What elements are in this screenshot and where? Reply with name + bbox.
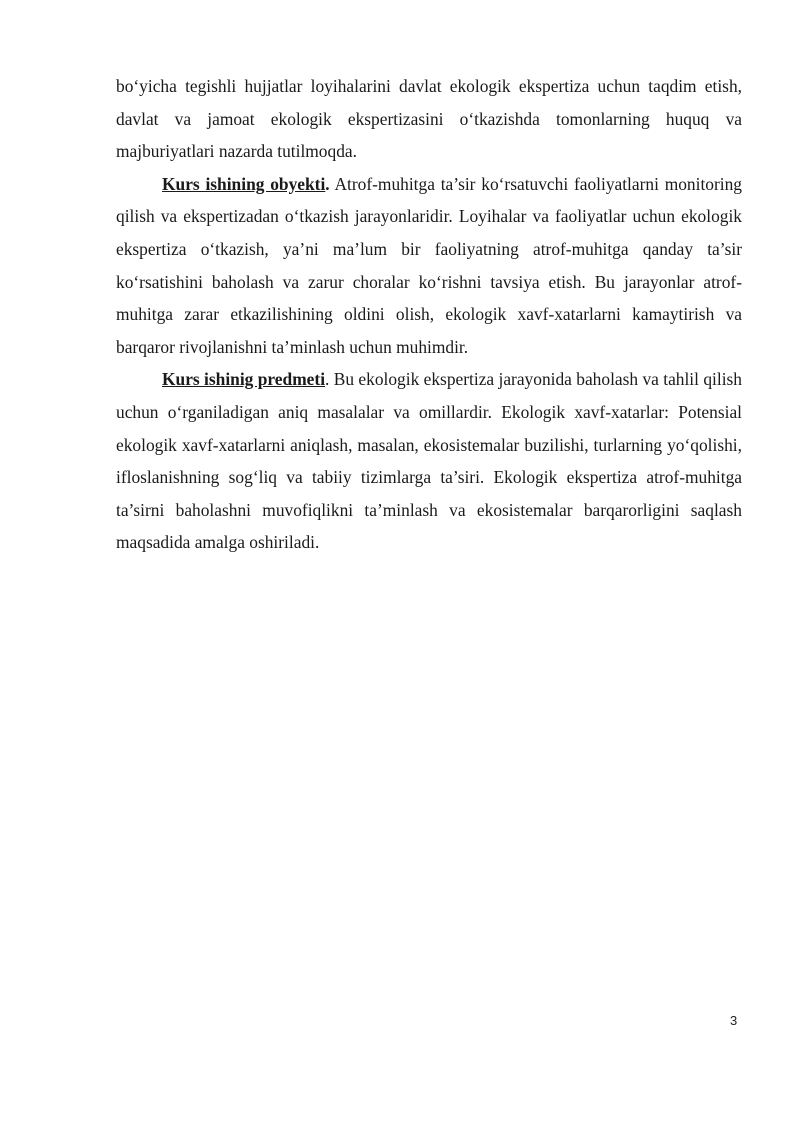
paragraph-intro: [116, 70, 742, 168]
paragraph-subject: [116, 363, 742, 559]
paragraph-object-text: Atrof-muhitga ta’sir ko‘rsatuvchi faoliyatlarni monitoring qilish va ekspertizadan o‘tkazish jarayonlaridir. Loyihalar va faoliyatlar uchun ekologik ekspertiza o‘tkazish, ya’ni ma’lum bir faoliyatning atrof-muhitga qanday ta’sir ko‘rsatishini baholash va zarur choralar ko‘rishni tavsiya etish. Bu jarayonlar atrof-muhitga zarar etkazilishining oldini olish, ekologik xavf-xatarlarni kamaytirish va barqaror rivojlanishni ta’minlash uchun muhimdir.: [116, 173, 742, 357]
paragraph-subject-heading: Kurs ishinig predmeti: [162, 369, 326, 390]
document-page: [116, 70, 742, 559]
paragraph-object-heading: Kurs ishining obyekti: [162, 173, 326, 194]
paragraph-object: [116, 168, 742, 364]
page-number: 3: [730, 1013, 738, 1028]
paragraph-intro-text: bo‘yicha tegishli hujjatlar loyihalarini davlat ekologik ekspertiza uchun taqdim etish, davlat va jamoat ekologik ekspertizasini o‘tkazishda tomonlarning huquq va majburiyatlari nazarda tutilmoqda.: [116, 76, 742, 162]
paragraph-object-heading-period: .: [325, 173, 330, 194]
paragraph-subject-text: . Bu ekologik ekspertiza jarayonida baholash va tahlil qilish uchun o‘rganiladigan aniq masalalar va omillardir. Ekologik xavf-xatarlar: Potensial ekologik xavf-xatarlarni aniqlash, masalan, ekosistemalar buzilishi, turlarning yo‘qolishi, ifloslanishning sog‘liq va tabiiy tizimlarga ta’siri. Ekologik ekspertiza atrof-muhitga ta’sirni baholashni muvofiqlikni ta’minlash va ekosistemalar barqarorligini saqlash maqsadida amalga oshiriladi.: [116, 369, 742, 553]
